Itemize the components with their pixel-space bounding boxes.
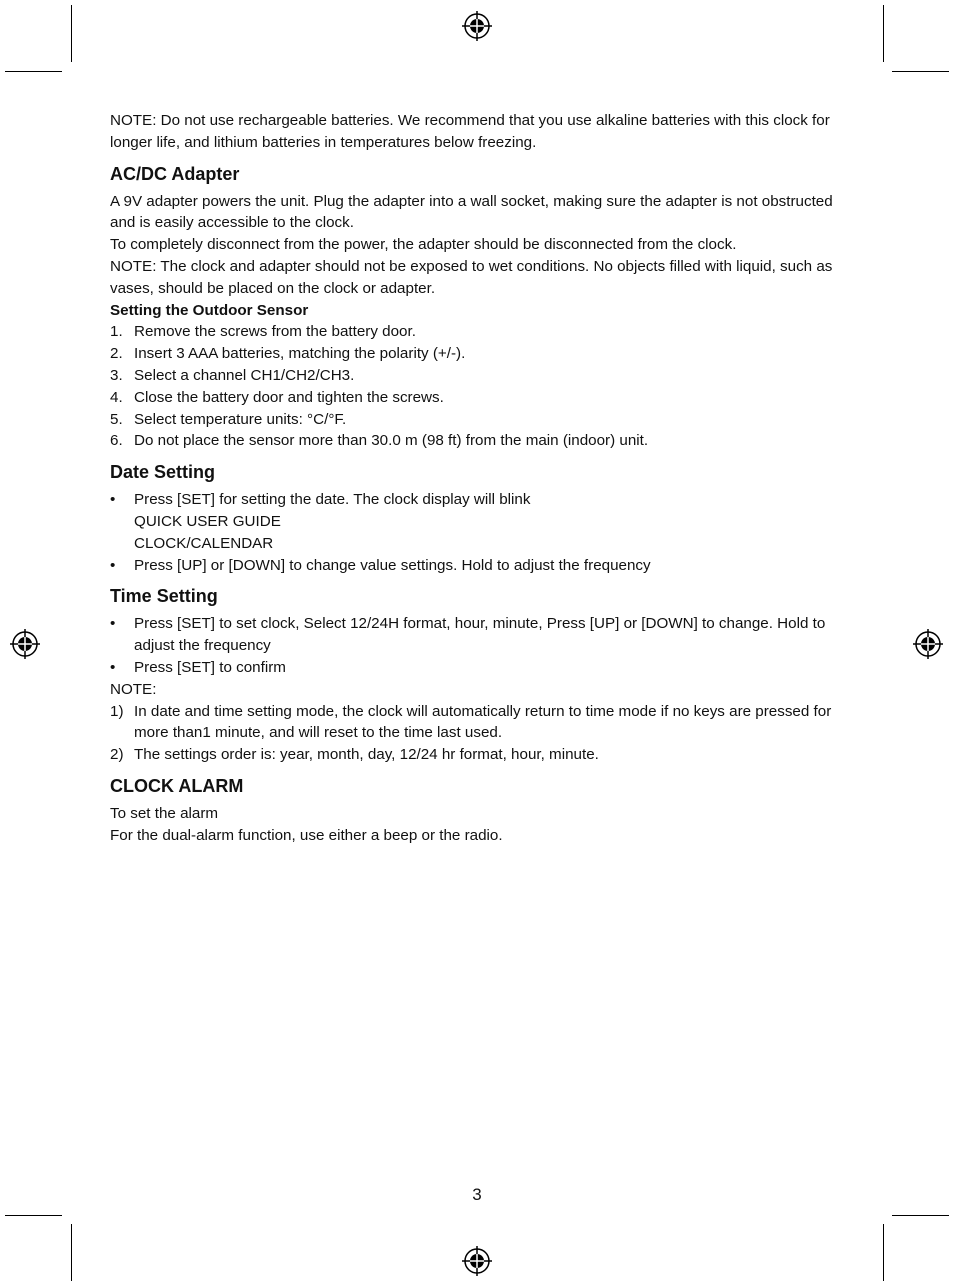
list-item-text: Press [UP] or [DOWN] to change value settings. Hold to adjust the frequency: [134, 556, 651, 574]
crop-mark: [883, 5, 884, 62]
outdoor-steps-list: [110, 321, 840, 452]
list-item: [110, 701, 840, 745]
list-item: [110, 343, 840, 365]
list-number: 2): [110, 746, 124, 764]
list-item: [110, 387, 840, 409]
note-batteries: NOTE: Do not use rechargeable batteries. We recommend that you use alkaline batteries with this clock for longer life, and lithium batteries in temperatures below freezing.: [110, 112, 830, 151]
list-item: [110, 365, 840, 387]
list-item-continuation: QUICK USER GUIDE: [134, 512, 281, 530]
list-item: [110, 489, 840, 511]
list-number: 1.: [110, 323, 123, 341]
list-number: 2.: [110, 345, 123, 363]
list-item-continuation: CLOCK/CALENDAR: [134, 534, 274, 552]
list-number: 3.: [110, 366, 123, 384]
list-item-text: Press [SET] for setting the date. The clock display will blink: [134, 491, 531, 509]
acdc-paragraph-3: NOTE: The clock and adapter should not be exposed to wet conditions. No objects filled with liquid, such as vases, should be placed on the clock or adapter.: [110, 257, 833, 297]
bullet-icon: •: [110, 658, 116, 676]
page-number: 3: [472, 1185, 482, 1204]
crop-mark: [5, 71, 62, 72]
alarm-paragraph-2: For the dual-alarm function, use either a beep or the radio.: [110, 826, 503, 844]
list-item: [110, 657, 840, 679]
list-item-text: In date and time setting mode, the clock will automatically return to time mode if no keys are pressed for more than1 minute, and will reset to the time last used.: [134, 702, 832, 742]
list-item: [110, 555, 840, 577]
list-item-text: Select temperature units: °C/°F.: [134, 410, 347, 428]
list-item: [110, 613, 840, 657]
bullet-icon: •: [110, 556, 116, 574]
list-item-text: Close the battery door and tighten the screws.: [134, 388, 444, 406]
heading-date-setting: Date Setting: [110, 462, 216, 483]
alarm-paragraph-1: To set the alarm: [110, 804, 219, 822]
list-item-text: The settings order is: year, month, day, 12/24 hr format, hour, minute.: [134, 746, 599, 764]
list-item: [110, 430, 840, 452]
heading-time-setting: Time Setting: [110, 586, 218, 607]
list-item-text: Press [SET] to confirm: [134, 658, 286, 676]
registration-mark-icon: [461, 10, 493, 42]
list-item: [110, 321, 840, 343]
crop-mark: [71, 5, 72, 62]
page-content: [110, 110, 840, 847]
crop-mark: [71, 1224, 72, 1281]
crop-mark: [5, 1215, 62, 1216]
list-item: [110, 409, 840, 431]
list-item-text: Select a channel CH1/CH2/CH3.: [134, 366, 355, 384]
list-item-text: Insert 3 AAA batteries, matching the polarity (+/-).: [134, 345, 466, 363]
registration-mark-icon: [912, 628, 944, 660]
crop-mark: [892, 71, 949, 72]
acdc-paragraph-2: To completely disconnect from the power, the adapter should be disconnected from the clock.: [110, 236, 737, 254]
time-note-label: NOTE:: [110, 680, 157, 698]
acdc-paragraph-1: A 9V adapter powers the unit. Plug the adapter into a wall socket, making sure the adapter is not obstructed and is easily accessible to the clock.: [110, 192, 833, 232]
registration-mark-icon: [461, 1245, 493, 1277]
heading-outdoor-sensor: Setting the Outdoor Sensor: [110, 301, 309, 319]
list-item-text: Remove the screws from the battery door.: [134, 323, 416, 341]
list-number: 1): [110, 702, 124, 720]
bullet-icon: •: [110, 491, 116, 509]
heading-clock-alarm: CLOCK ALARM: [110, 775, 244, 796]
bullet-icon: •: [110, 615, 116, 633]
crop-mark: [883, 1224, 884, 1281]
list-number: 5.: [110, 410, 123, 428]
list-item-text: Press [SET] to set clock, Select 12/24H format, hour, minute, Press [UP] or [DOWN] to change. Hold to adjust the frequency: [134, 615, 826, 655]
heading-acdc-adapter: AC/DC Adapter: [110, 163, 240, 184]
list-number: 4.: [110, 388, 123, 406]
crop-mark: [892, 1215, 949, 1216]
list-item-text: Do not place the sensor more than 30.0 m (98 ft) from the main (indoor) unit.: [134, 432, 649, 450]
registration-mark-icon: [9, 628, 41, 660]
list-number: 6.: [110, 432, 123, 450]
list-item: [110, 744, 840, 766]
